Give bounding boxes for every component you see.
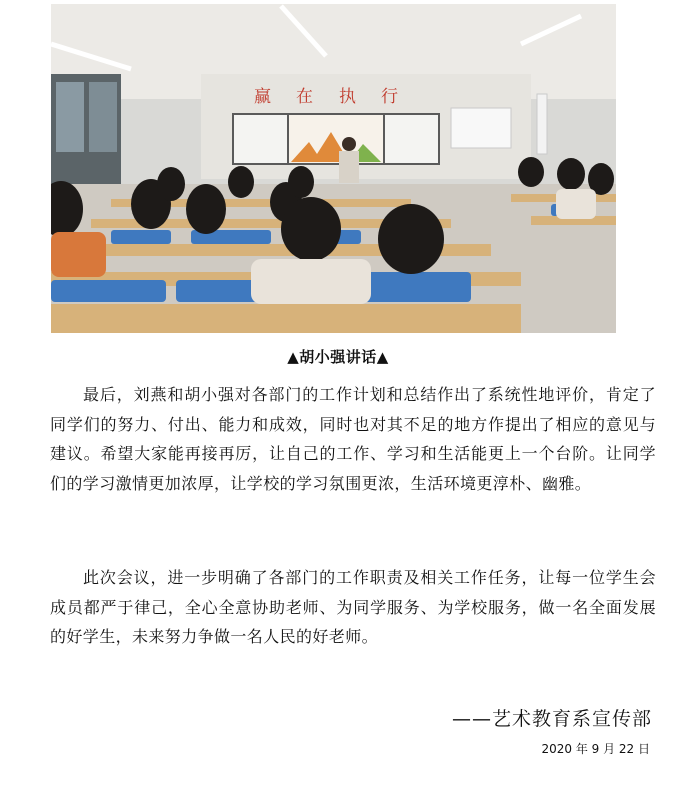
classroom-scene <box>51 4 616 333</box>
body-paragraph: 此次会议，进一步明确了各部门的工作职责及相关工作任务，让每一位学生会成员都严于律己，全心全意协助老师、为同学服务、为学校服务，做一名全面发展的好学生，未来努力争做一名人民的好老师。 <box>50 568 656 646</box>
body-paragraph: 最后，刘燕和胡小强对各部门的工作计划和总结作出了系统性地评价，肯定了同学们的努力、付出、能力和成效，同时也对其不足的地方作提出了相应的意见与建议。希望大家能再接再厉，让自己的工作、学习和生活能更上一个台阶。让同学们的学习激情更加浓厚，让学校的学习氛围更浓，生活环境更淳朴、幽雅。 <box>50 385 656 493</box>
signature: ——艺术教育系宣传部 <box>451 708 652 730</box>
banner-char: 赢 <box>254 87 271 107</box>
date: 2020 年 9 月 22 日 <box>541 742 650 756</box>
banner-char: 在 <box>296 87 313 107</box>
photo-caption: ▲胡小强讲话▲ <box>287 348 389 366</box>
banner-char: 行 <box>381 87 398 107</box>
banner-char: 执 <box>339 87 356 107</box>
classroom-photo <box>51 4 616 333</box>
